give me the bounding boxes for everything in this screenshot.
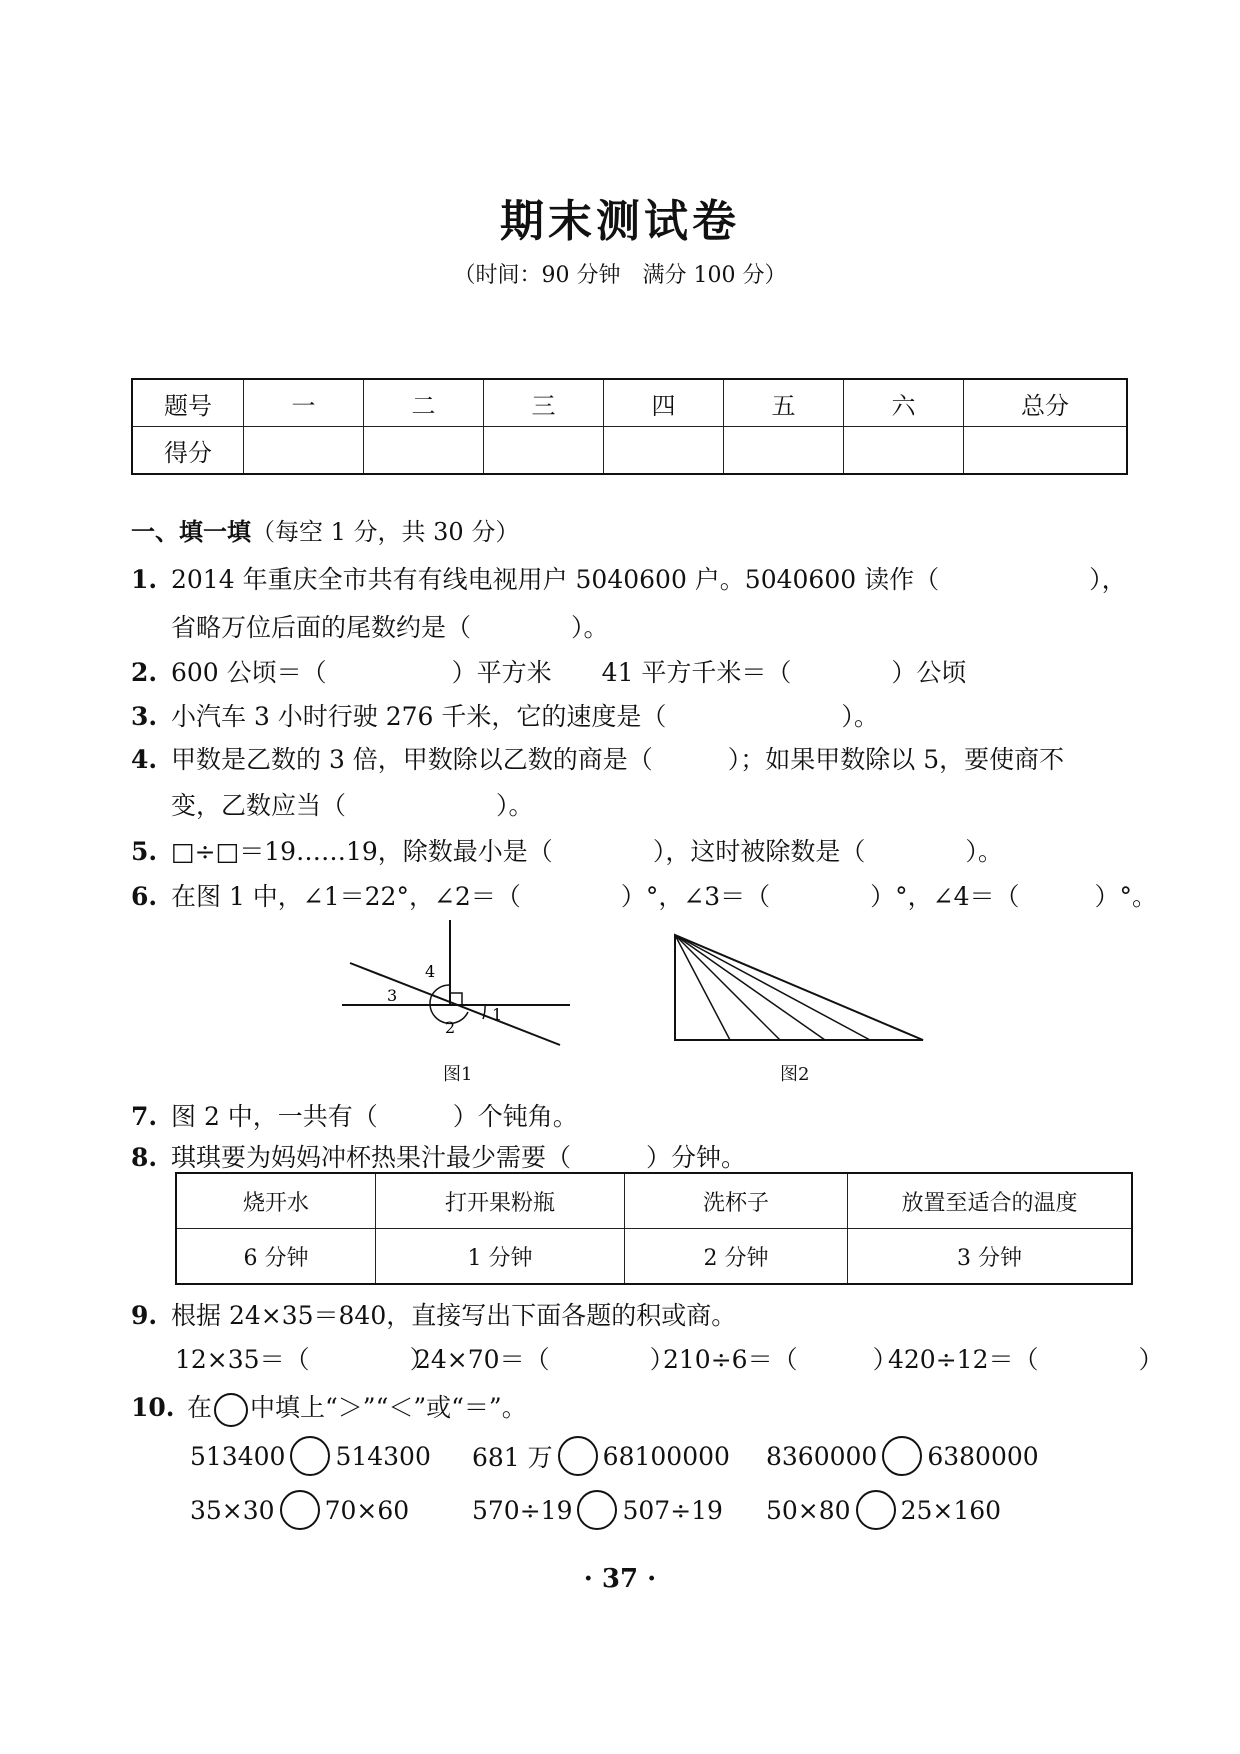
- score-cell-empty: [604, 427, 724, 475]
- question-6: [131, 877, 1157, 913]
- circle-icon: [214, 1393, 248, 1427]
- question-5: [131, 832, 1003, 868]
- question-3: [131, 697, 879, 733]
- angle-label-3: 3: [387, 986, 398, 1005]
- task-cell-header: 洗杯子: [625, 1173, 848, 1229]
- compare-circle-blank[interactable]: [882, 1436, 922, 1476]
- fig2-ray: [675, 935, 780, 1040]
- compare-item: [766, 1436, 1039, 1476]
- compare-left: 8360000: [766, 1441, 878, 1471]
- task-time-table: [175, 1172, 1133, 1285]
- compare-circle-blank[interactable]: [290, 1436, 330, 1476]
- question-text-a: 在: [187, 1393, 213, 1422]
- compare-right: 507÷19: [622, 1495, 723, 1525]
- page-number: · 37 ·: [583, 1564, 657, 1594]
- score-table-header-row: [132, 379, 1127, 427]
- compare-item: [190, 1436, 431, 1476]
- question-text-b: 中填上“＞”“＜”或“＝”。: [250, 1393, 527, 1422]
- question-text: 在图 1 中，∠1＝22°，∠2＝（ ）°，∠3＝（ ）°，∠4＝（ ）°。: [171, 882, 1158, 911]
- task-cell-value: 2 分钟: [625, 1229, 848, 1285]
- score-cell-empty: [484, 427, 604, 475]
- question-text: 图 2 中，一共有（ ）个钝角。: [171, 1102, 578, 1131]
- question-number: 9.: [131, 1301, 158, 1330]
- score-cell-header: 一: [244, 379, 364, 427]
- score-cell-header: 四: [604, 379, 724, 427]
- compare-circle-blank[interactable]: [577, 1490, 617, 1530]
- fig2-triangle: [675, 935, 923, 1040]
- question-text: 600 公顷＝（ ）平方米 41 平方千米＝（ ）公顷: [171, 658, 967, 687]
- score-row-label: 得分: [132, 427, 244, 475]
- section-title: 一、填一填: [131, 517, 251, 546]
- fig1-angle1-arc: [483, 1005, 485, 1019]
- question-9: [131, 1296, 736, 1332]
- question-number: 10.: [131, 1393, 175, 1422]
- compare-left: 570÷19: [472, 1495, 573, 1525]
- angle-label-2: 2: [445, 1018, 456, 1037]
- section-note: （每空 1 分，共 30 分）: [251, 518, 520, 546]
- score-cell-header: 题号: [132, 379, 244, 427]
- task-cell-header: 打开果粉瓶: [376, 1173, 625, 1229]
- compare-right: 68100000: [602, 1441, 730, 1471]
- figure-1: [335, 915, 580, 1055]
- question-text: 琪琪要为妈妈冲杯热果汁最少需要（ ）分钟。: [171, 1143, 747, 1172]
- question-number: 5.: [131, 837, 158, 866]
- question-7: [131, 1097, 578, 1133]
- question-10: [131, 1388, 527, 1427]
- compare-left: 681 万: [472, 1443, 553, 1472]
- task-table-header-row: [176, 1173, 1132, 1229]
- score-cell-header: 二: [364, 379, 484, 427]
- q9-item: 24×70＝（ ）: [415, 1345, 675, 1374]
- task-cell-value: 3 分钟: [848, 1229, 1133, 1285]
- score-cell-empty: [964, 427, 1128, 475]
- question-4: [131, 740, 1064, 776]
- compare-left: 35×30: [190, 1495, 275, 1525]
- question-text: □÷□＝19……19，除数最小是（ ），这时被除数是（ ）。: [171, 837, 1003, 866]
- page-title: 期末测试卷: [500, 196, 740, 247]
- figure-2: [665, 925, 930, 1045]
- figure-2-label: 图2: [780, 1064, 810, 1085]
- question-number: 7.: [131, 1102, 158, 1131]
- score-cell-empty: [244, 427, 364, 475]
- fig2-ray: [675, 935, 730, 1040]
- score-cell-header: 六: [844, 379, 964, 427]
- compare-right: 25×160: [900, 1495, 1002, 1525]
- compare-circle-blank[interactable]: [856, 1490, 896, 1530]
- question-text: 根据 24×35＝840，直接写出下面各题的积或商。: [171, 1301, 737, 1330]
- score-cell-empty: [364, 427, 484, 475]
- task-cell-value: 1 分钟: [376, 1229, 625, 1285]
- compare-item: [766, 1490, 1001, 1530]
- compare-left: 50×80: [766, 1495, 851, 1525]
- compare-circle-blank[interactable]: [280, 1490, 320, 1530]
- question-text: 小汽车 3 小时行驶 276 千米，它的速度是（ ）。: [171, 702, 879, 731]
- angle-label-1: 1: [492, 1005, 503, 1024]
- q9-item: 12×35＝（ ）: [175, 1345, 435, 1374]
- score-table-score-row: [132, 427, 1127, 475]
- q9-item: 210÷6＝（ ）: [663, 1345, 898, 1374]
- fig1-angle3-arc: [430, 997, 431, 1005]
- score-cell-empty: [844, 427, 964, 475]
- compare-circle-blank[interactable]: [558, 1436, 598, 1476]
- score-table: [131, 378, 1128, 475]
- task-cell-value: 6 分钟: [176, 1229, 376, 1285]
- task-table-value-row: [176, 1229, 1132, 1285]
- question-1: [131, 560, 1127, 596]
- question-number: 2.: [131, 658, 158, 687]
- question-8: [131, 1138, 746, 1174]
- question-text: 2014 年重庆全市共有有线电视用户 5040600 户。5040600 读作（ ），: [171, 565, 1127, 594]
- compare-right: 70×60: [324, 1495, 410, 1525]
- score-cell-header: 五: [724, 379, 844, 427]
- compare-item: [472, 1436, 730, 1476]
- compare-item: [472, 1490, 723, 1530]
- task-cell-header: 放置至适合的温度: [848, 1173, 1133, 1229]
- score-cell-header: 总分: [964, 379, 1128, 427]
- question-number: 3.: [131, 702, 158, 731]
- compare-right: 514300: [335, 1441, 431, 1471]
- question-number: 4.: [131, 745, 158, 774]
- task-cell-header: 烧开水: [176, 1173, 376, 1229]
- section-heading: [131, 512, 519, 547]
- question-number: 8.: [131, 1143, 158, 1172]
- fig2-ray: [675, 935, 870, 1040]
- score-cell-empty: [724, 427, 844, 475]
- fig2-ray: [675, 935, 825, 1040]
- compare-item: [190, 1490, 409, 1530]
- question-2: [131, 653, 966, 689]
- question-text: 甲数是乙数的 3 倍，甲数除以乙数的商是（ ）；如果甲数除以 5，要使商不: [171, 745, 1065, 774]
- score-cell-header: 三: [484, 379, 604, 427]
- angle-label-4: 4: [425, 962, 436, 981]
- question-1-continued: 省略万位后面的尾数约是（ ）。: [171, 613, 609, 642]
- question-number: 1.: [131, 565, 158, 594]
- question-number: 6.: [131, 882, 158, 911]
- q9-item: 420÷12＝（ ）: [888, 1345, 1164, 1374]
- figure-1-label: 图1: [443, 1064, 473, 1085]
- compare-left: 513400: [190, 1441, 286, 1471]
- page-subtitle: （时间：90 分钟 满分 100 分）: [453, 263, 787, 288]
- compare-right: 6380000: [927, 1441, 1039, 1471]
- question-4-continued: 变，乙数应当（ ）。: [171, 791, 534, 820]
